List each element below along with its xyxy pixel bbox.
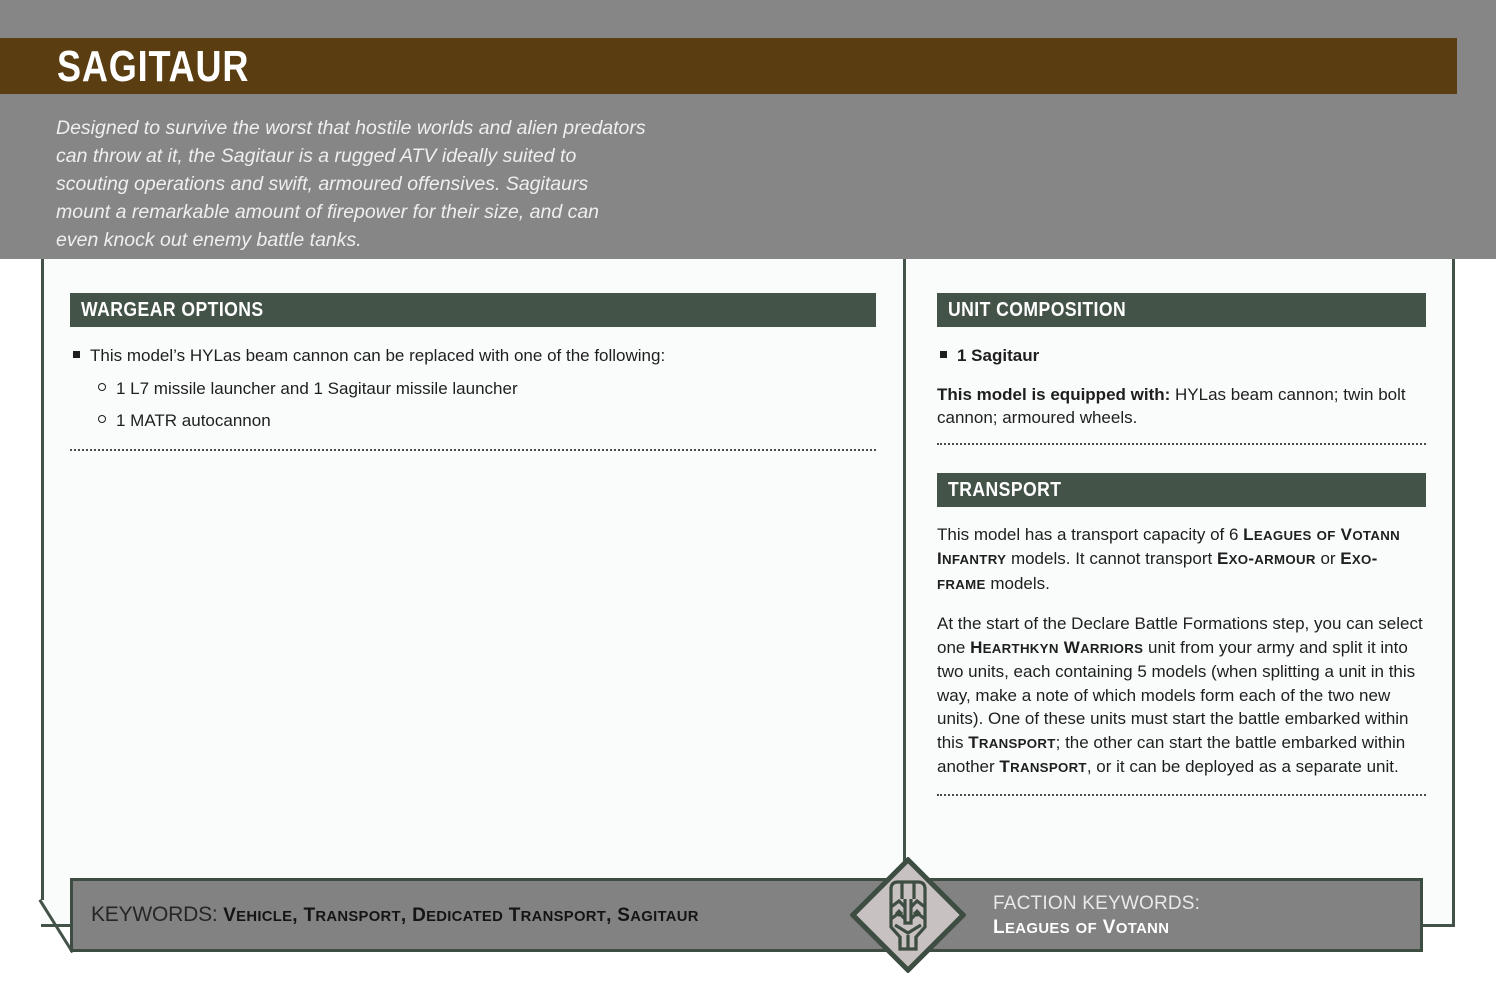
unit-model-row xyxy=(937,344,1426,368)
faction-keywords-label: FACTION KEYWORDS: xyxy=(993,893,1201,914)
keywords-line xyxy=(91,881,699,949)
bullet-circle-icon xyxy=(98,415,106,423)
panel-left-border xyxy=(41,259,44,900)
keywords-bar xyxy=(70,878,1423,952)
section-header-wargear xyxy=(70,293,876,327)
column-divider xyxy=(903,259,906,878)
bullet-square-icon xyxy=(940,351,947,358)
right-column xyxy=(937,293,1426,796)
votann-ancestor-icon xyxy=(850,857,966,973)
section-header-unit-composition-label: UNIT COMPOSITION xyxy=(948,299,1127,321)
flavor-text: Designed to survive the worst that hostile worlds and alien predators can throw at it, the Sagitaur is a rugged ATV ideally suited to scouting operations and swift, armoured offensives. Sagitaurs mount a remarkable amount of firepower for their size, and can even knock out enemy battle tanks. xyxy=(56,117,646,251)
wargear-intro-row xyxy=(70,344,876,368)
page-title: SAGITAUR xyxy=(57,42,250,91)
dotted-separator xyxy=(937,443,1426,445)
equipped-label: This model is equipped with: xyxy=(937,384,1171,404)
inline-keyword: TRANSPORT xyxy=(968,732,1056,752)
inline-keyword: LEAGUES OF VOTANN INFANTRY xyxy=(937,524,1400,568)
dotted-separator xyxy=(937,794,1426,796)
equipped-text xyxy=(937,383,1426,430)
faction-icon-diamond xyxy=(850,857,966,973)
wargear-section xyxy=(70,293,876,451)
section-header-wargear-label: WARGEAR OPTIONS xyxy=(81,299,264,321)
bullet-square-icon xyxy=(73,351,80,358)
bullet-circle-icon xyxy=(98,383,106,391)
title-bar xyxy=(0,38,1457,94)
inline-keyword: EXO-FRAME xyxy=(937,549,1378,592)
wargear-option-row xyxy=(98,409,876,433)
transport-paragraph: At the start of the Declare Battle Formations step, you can select one HEARTHKYN WARRIORS unit from your army and split it into two units, each containing 5 models (when splitting a unit in this way, make a note of which models form each of the two new units). One of these units must start the battle embarked within this TRANSPORT; the other can start the battle embarked within another TRANSPORT, or it can be deployed as a separate unit. xyxy=(937,614,1423,776)
top-band xyxy=(0,0,1496,259)
section-header-transport-label: TRANSPORT xyxy=(948,478,1062,501)
equipped-rest: HYLas beam cannon; twin bolt cannon; armoured wheels. xyxy=(937,384,1406,427)
section-header-unit-composition xyxy=(937,293,1426,327)
unit-model: 1 Sagitaur xyxy=(957,346,1040,365)
dotted-separator xyxy=(70,449,876,451)
transport-paragraph: This model has a transport capacity of 6 LEAGUES OF VOTANN INFANTRY models. It cannot transport EXO-ARMOUR or EXO-FRAME models. xyxy=(937,524,1400,593)
wargear-intro: This model’s HYLas beam cannon can be replaced with one of the following: xyxy=(90,346,666,365)
section-header-transport xyxy=(937,473,1426,507)
inline-keyword: EXO-ARMOUR xyxy=(1216,549,1316,568)
wargear-option-row xyxy=(98,377,876,401)
keywords-label: KEYWORDS: xyxy=(91,903,224,926)
inline-keyword: TRANSPORT xyxy=(999,757,1087,776)
keywords-list: VEHICLE, TRANSPORT, DEDICATED TRANSPORT, SAGITAUR xyxy=(223,905,699,926)
faction-keywords-value: LEAGUES OF VOTANN xyxy=(993,917,1170,938)
faction-keywords-block xyxy=(993,892,1200,941)
inline-keyword: HEARTHKYN WARRIORS xyxy=(970,637,1144,657)
wargear-option: 1 L7 missile launcher and 1 Sagitaur missile launcher xyxy=(116,378,518,398)
wargear-option: 1 MATR autocannon xyxy=(116,411,271,430)
